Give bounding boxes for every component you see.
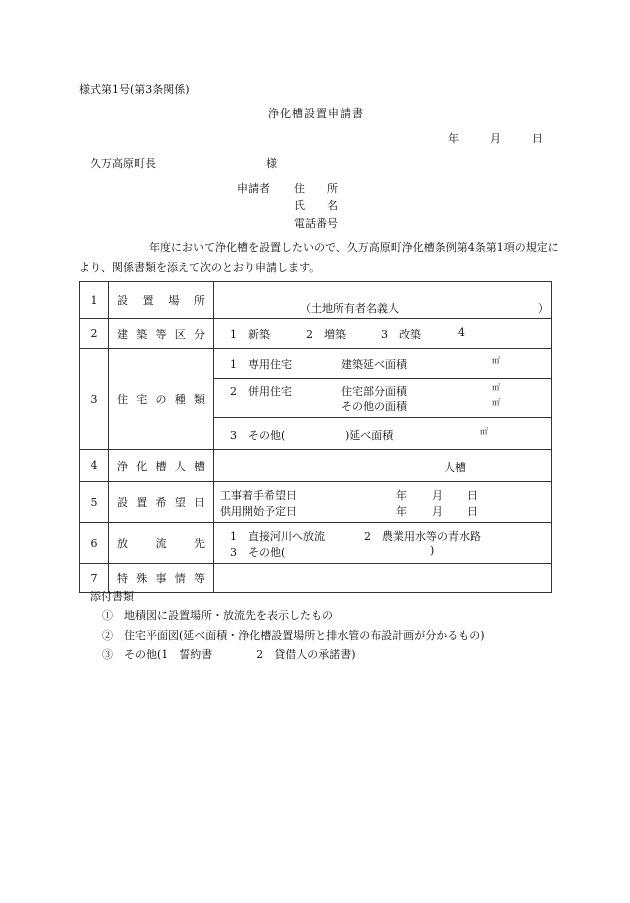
other-area-label: その他の面積 <box>341 400 407 413</box>
capacity-field[interactable] <box>214 450 552 482</box>
unit-sqm: ㎡ <box>480 427 488 436</box>
applicant-label: 申請者 <box>237 182 270 195</box>
label-char: の <box>155 393 167 406</box>
applicant-phone-label: 電話番号 <box>294 217 338 230</box>
date-month: 月 <box>432 505 443 518</box>
label-char: 設 <box>117 294 128 307</box>
date-day: 日 <box>532 132 543 145</box>
attachment-item: ③ その他(1 誓約書 2 貸借人の承諾書) <box>102 648 356 661</box>
date-day: 日 <box>467 505 478 518</box>
label-char: 放 <box>117 537 128 550</box>
label-char: 情 <box>174 572 186 585</box>
label-char: 分 <box>194 327 205 341</box>
table-row <box>80 282 552 319</box>
table-row <box>80 450 552 482</box>
label-char: 希 <box>155 496 167 509</box>
row-number: 1 <box>80 282 109 319</box>
label-char: 望 <box>174 496 186 509</box>
row-label-building-type <box>109 319 214 349</box>
label-char: 殊 <box>136 572 148 585</box>
other-close-paren: ) <box>430 544 435 557</box>
special-circumstances-field[interactable] <box>214 564 552 593</box>
label-char: 建 <box>117 327 128 341</box>
table-row <box>80 564 552 593</box>
row-label-location <box>109 282 214 319</box>
label-char: 宅 <box>136 393 148 406</box>
row-number: 7 <box>80 564 109 593</box>
label-char: 類 <box>194 393 205 406</box>
exclusive-housing: 1 専用住宅 <box>230 358 292 371</box>
table-row <box>80 482 552 523</box>
owner-label: （土地所有者名義人 <box>300 302 399 315</box>
option-other[interactable]: 3 その他( <box>230 546 286 559</box>
housing-type-field <box>214 349 552 450</box>
label-char: 人 <box>174 459 186 473</box>
unit-sqm: ㎡ <box>492 356 500 365</box>
label-char: 種 <box>174 393 186 406</box>
option-renovation[interactable]: 3 改築 <box>381 328 421 341</box>
table-row <box>80 523 552 564</box>
table-row <box>80 349 552 450</box>
label-char: 所 <box>193 294 205 307</box>
label-char: 特 <box>117 572 128 585</box>
label-char: 槽 <box>194 459 205 473</box>
row-label-discharge <box>109 523 214 564</box>
label-char: 等 <box>194 572 205 585</box>
row-label-capacity <box>109 450 214 482</box>
row-number: 5 <box>80 482 109 523</box>
page-title: 浄化槽設置申請書 <box>268 107 364 120</box>
option-new[interactable]: 1 新築 <box>230 328 270 341</box>
row-number: 6 <box>80 523 109 564</box>
location-field[interactable] <box>214 282 552 319</box>
date-line <box>448 130 543 146</box>
row-number: 4 <box>80 450 109 482</box>
construction-start-label: 工事着手希望日 <box>220 489 297 502</box>
unit-sqm: ㎡ <box>492 398 500 407</box>
date-year: 年 <box>396 489 407 502</box>
honorific: 様 <box>266 157 277 170</box>
option-river[interactable]: 1 直接河川へ放流 <box>230 530 325 543</box>
option-agricultural-channel[interactable]: 2 農業用水等の青水路 <box>364 530 481 543</box>
owner-close-paren: ） <box>538 302 549 315</box>
option-extension[interactable]: 2 増築 <box>306 328 346 341</box>
total-floor-area-label: 建築延べ面積 <box>341 358 407 371</box>
label-char: 槽 <box>155 459 167 473</box>
discharge-field[interactable] <box>214 523 552 564</box>
date-month: 月 <box>490 132 501 145</box>
label-char: 住 <box>117 393 128 406</box>
residential-area-label: 住宅部分面積 <box>341 385 407 398</box>
label-char: 設 <box>117 496 128 509</box>
total-area-label: )延べ面積 <box>345 429 394 442</box>
label-char: 区 <box>174 327 186 341</box>
housing-row-exclusive[interactable] <box>214 349 551 379</box>
label-char: 置 <box>142 294 154 307</box>
label-char: 先 <box>194 537 205 550</box>
row-number: 2 <box>80 319 109 349</box>
label-char: 日 <box>194 496 205 509</box>
applicant-address-label: 住 所 <box>294 182 338 195</box>
desired-date-field[interactable] <box>214 482 552 523</box>
label-char: 化 <box>136 459 148 473</box>
date-year: 年 <box>396 505 407 518</box>
form-number: 様式第1号(第3条関係) <box>79 83 190 96</box>
date-day: 日 <box>467 489 478 502</box>
attachment-item: ② 住宅平面図(延べ面積・浄化槽設置場所と排水管の布設計画が分かるもの) <box>102 629 485 642</box>
label-char: 築 <box>136 327 148 341</box>
option-four[interactable]: 4 <box>458 326 465 339</box>
application-statement: 年度において浄化槽を設置したいので、久万高原町浄化槽条例第4条第1項の規定により、関係書類を添えて次のとおり申請します。 <box>79 241 559 274</box>
table-row <box>80 319 552 349</box>
date-month: 月 <box>432 489 443 502</box>
label-char: 置 <box>136 496 148 509</box>
application-table <box>79 281 552 593</box>
row-number: 3 <box>80 349 109 450</box>
other-housing: 3 その他( <box>230 429 286 442</box>
capacity-unit: 人槽 <box>444 461 466 474</box>
housing-row-combined[interactable] <box>214 379 551 418</box>
label-char: 等 <box>155 327 167 341</box>
row-label-housing-type <box>109 349 214 450</box>
housing-row-other[interactable] <box>214 418 551 449</box>
label-char: 事 <box>155 572 167 585</box>
date-year: 年 <box>448 132 459 145</box>
row-label-desired-date <box>109 482 214 523</box>
service-start-label: 供用開始予定日 <box>220 505 297 518</box>
applicant-name-label: 氏 名 <box>294 199 338 212</box>
addressee: 久万高原町長 <box>90 157 156 170</box>
unit-sqm: ㎡ <box>492 383 500 392</box>
combined-housing: 2 併用住宅 <box>230 385 292 398</box>
attachments-title: 添付書類 <box>90 590 134 603</box>
label-char: 場 <box>168 294 180 307</box>
building-type-field[interactable] <box>214 319 552 349</box>
attachment-item: ① 地積図に設置場所・放流先を表示したもの <box>102 609 333 622</box>
label-char: 浄 <box>117 459 128 473</box>
label-char: 流 <box>155 537 167 550</box>
